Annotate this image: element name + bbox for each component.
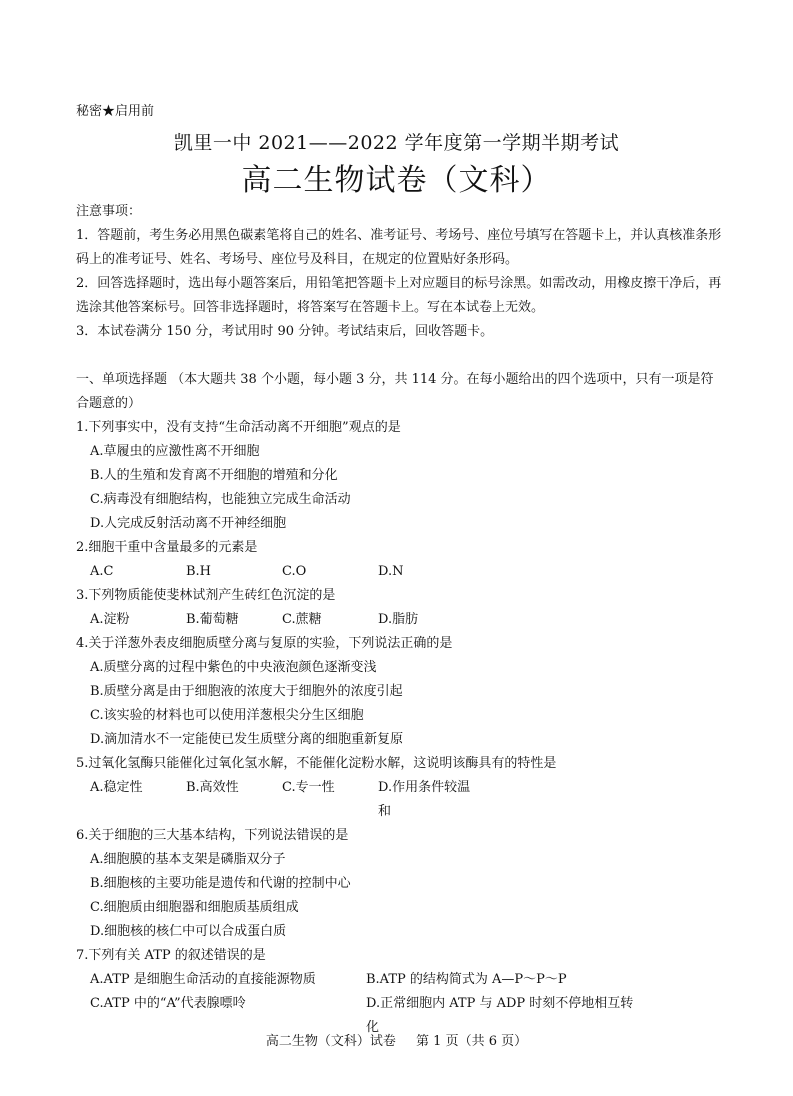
question-7-options-row-1 (76, 968, 726, 992)
question-5-option-c: C.专一性 (282, 780, 335, 795)
question-1-option-a: A.草履虫的应激性离不开细胞 (90, 444, 260, 459)
question-6-option-c: C.细胞质由细胞器和细胞质基质组成 (90, 900, 299, 915)
question-3-options (76, 608, 726, 632)
question-6-option-b: B.细胞核的主要功能是遗传和代谢的控制中心 (90, 876, 351, 891)
question-7-option-b: B.ATP 的结构简式为 A—P～P～P (366, 972, 567, 987)
question-7-option-c: C.ATP 中的“A”代表腺嘌呤 (90, 996, 246, 1011)
question-7-stem: 7.下列有关 ATP 的叙述错误的是 (76, 948, 266, 963)
page-footer (0, 1030, 793, 1049)
question-6-option-a: A.细胞膜的基本支架是磷脂双分子 (90, 852, 286, 867)
question-1-option-c: C.病毒没有细胞结构，也能独立完成生命活动 (90, 492, 351, 507)
question-section (76, 368, 726, 1040)
question-3-option-b: B.葡萄糖 (186, 612, 239, 627)
question-7-option-a: A.ATP 是细胞生命活动的直接能源物质 (90, 972, 316, 987)
notes-heading: 注意事项： (76, 204, 142, 219)
question-6-stem: 6.关于细胞的三大基本结构，下列说法错误的是 (76, 828, 349, 843)
question-4-option-a: A.质壁分离的过程中紫色的中央液泡颜色逐渐变浅 (90, 660, 377, 675)
notes-block (76, 200, 726, 344)
secret-label: 秘密★启用前 (76, 104, 155, 119)
footer-subject: 高二生物（文科）试卷 (265, 1034, 396, 1049)
question-1-option-b: B.人的生殖和发育离不开细胞的增殖和分化 (90, 468, 338, 483)
question-2-stem: 2.细胞干重中含量最多的元素是 (76, 540, 258, 555)
question-7-option-d: D.正常细胞内 ATP 与 ADP 时刻不停地相互转化 (366, 996, 634, 1035)
question-4-option-b: B.质壁分离是由于细胞液的浓度大于细胞外的浓度引起 (90, 684, 403, 699)
question-2-option-b: B.H (186, 564, 212, 579)
question-5-option-b: B.高效性 (186, 780, 239, 795)
question-6-option-d: D.细胞核的核仁中可以合成蛋白质 (90, 924, 287, 939)
note-item: 1．答题前，考生务必用黑色碳素笔将自己的姓名、准考证号、考场号、座位号填写在答题卡上，并认真核准条形码上的准考证号、姓名、考场号、座位号及科目，在规定的位置贴好条形码。 (76, 228, 722, 267)
question-3-option-c: C.蔗糖 (282, 612, 322, 627)
question-4-option-c: C.该实验的材料也可以使用洋葱根尖分生区细胞 (90, 708, 364, 723)
section-heading: 一、单项选择题 （本大题共 38 个小题，每小题 3 分，共 114 分。在每小题给出的四个选项中，只有一项是符合题意的） (76, 372, 714, 411)
question-2-option-d: D.N (378, 564, 404, 579)
question-5-option-a: A.稳定性 (90, 780, 143, 795)
question-4-option-d: D.滴加清水不一定能使已发生质壁分离的细胞重新复原 (90, 732, 404, 747)
note-item: 3．本试卷满分 150 分，考试用时 90 分钟。考试结束后，回收答题卡。 (76, 324, 494, 339)
question-1-stem: 1.下列事实中，没有支持“生命活动离不开细胞”观点的是 (76, 420, 401, 435)
school-title: 凯里一中 2021——2022 学年度第一学期半期考试 (173, 132, 620, 154)
question-2-option-c: C.O (282, 564, 307, 579)
note-item: 2．回答选择题时，选出每小题答案后，用铅笔把答题卡上对应题目的标号涂黑。如需改动，用橡皮擦干净后，再选涂其他答案标号。回答非选择题时，将答案写在答题卡上。写在本试卷上无效。 (76, 276, 722, 315)
question-3-stem: 3.下列物质能使斐林试剂产生砖红色沉淀的是 (76, 588, 336, 603)
question-5-option-d: D.作用条件较温和 (378, 780, 471, 819)
question-1-option-d: D.人完成反射活动离不开神经细胞 (90, 516, 287, 531)
exam-title: 高二生物试卷（文科） (241, 163, 552, 198)
question-2-options (76, 560, 726, 584)
footer-page-number: 第 1 页（共 6 页） (416, 1034, 528, 1049)
question-5-options (76, 776, 726, 824)
question-2-option-a: A.C (90, 564, 114, 579)
question-3-option-d: D.脂肪 (378, 612, 419, 627)
question-5-stem: 5.过氧化氢酶只能催化过氧化氢水解，不能催化淀粉水解，这说明该酶具有的特性是 (76, 756, 557, 771)
question-3-option-a: A.淀粉 (90, 612, 130, 627)
question-4-stem: 4.关于洋葱外表皮细胞质壁分离与复原的实验，下列说法正确的是 (76, 636, 453, 651)
